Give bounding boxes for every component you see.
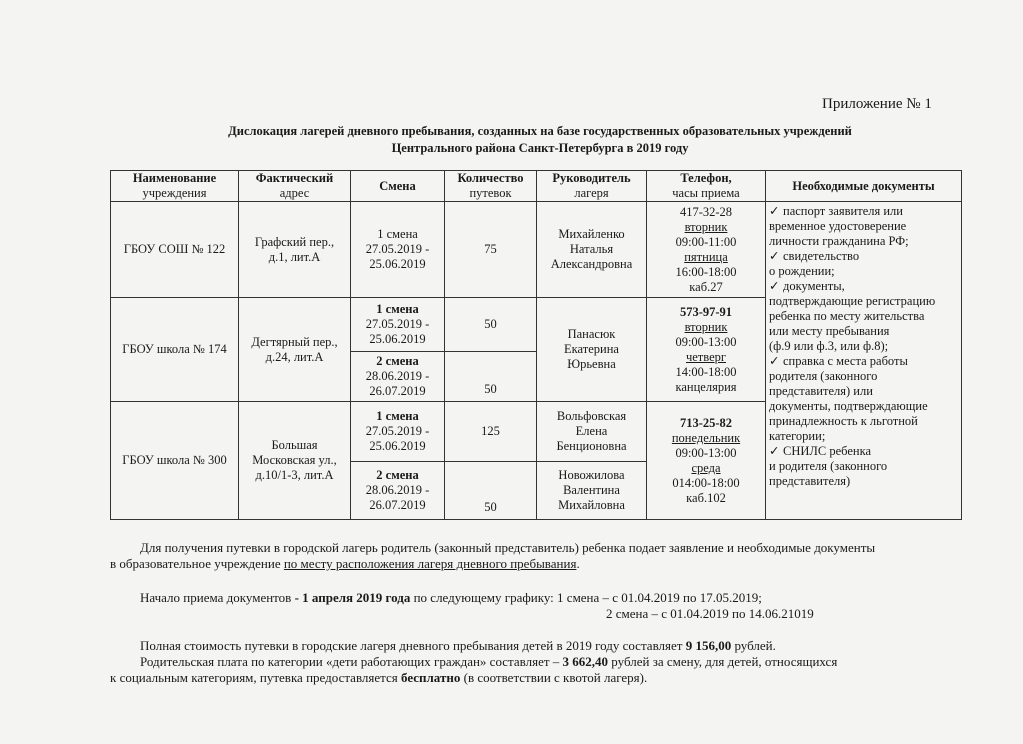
check-icon: ✓ [769,249,780,263]
cell-shift: 1 смена 27.05.2019 - 25.06.2019 [351,402,445,462]
header-phone: Телефон, часы приема [647,171,766,202]
cell-phone: 417-32-28 вторник 09:00-11:00 пятница 16:00-18:00 каб.27 [647,202,766,298]
header-count: Количество путевок [445,171,537,202]
cell-head: Новожилова Валентина Михайловна [537,462,647,520]
cell-head: Михайленко Наталья Александровна [537,202,647,298]
header-docs: Необходимые документы [766,171,962,202]
check-icon: ✓ [769,444,780,458]
document-title [110,123,970,157]
cell-shift: 2 смена 28.06.2019 - 26.07.2019 [351,462,445,520]
cell-count: 75 [445,202,537,298]
cell-phone: 573-97-91 вторник 09:00-13:00 четверг 14:00-18:00 канцелярия [647,298,766,402]
cell-docs: ✓ паспорт заявителя или временное удостоверение личности гражданина РФ; ✓ свидетельство о рождении; ✓ документы, подтверждающие регистрацию ребенка по месту жительства или месту пребывания (ф.9 или ф.3, или ф.8); ✓ справка с места работы родителя (законного представителя) или документы, подтверждающие принадлежность к льготной категории; ✓ СНИЛС ребенка и родителя (законного представителя) [766,202,962,520]
paragraph-cost: Полная стоимость путевки в городские лагеря дневного пребывания детей в 2019 году составляет 9 156,00 рублей. Родительская плата по категории «дети работающих граждан» составляет – 3 662,40 рублей за смену, для детей, относящихся к социальным категориям, путевка предоставляется бесплатно (в соответствии с квотой лагеря). [110,638,838,685]
cell-shift: 1 смена 27.05.2019 - 25.06.2019 [351,298,445,352]
cell-count: 50 [445,298,537,352]
cell-head: Вольфовская Елена Бенционовна [537,402,647,462]
cell-name: ГБОУ СОШ № 122 [111,202,239,298]
title-line-2: Центрального района Санкт-Петербурга в 2019 году [391,141,689,155]
cell-name: ГБОУ школа № 174 [111,298,239,402]
cell-head: Панасюк Екатерина Юрьевна [537,298,647,402]
check-icon: ✓ [769,204,780,218]
table-row [111,202,962,298]
title-line-1: Дислокация лагерей дневного пребывания, созданных на базе государственных образовательных учреждений [228,124,852,138]
check-icon: ✓ [769,354,780,368]
cell-address: Большая Московская ул., д.10/1-3, лит.А [239,402,351,520]
cell-address: Дегтярный пер., д.24, лит.А [239,298,351,402]
cell-count: 125 [445,402,537,462]
header-head: Руководитель лагеря [537,171,647,202]
header-name: Наименование учреждения [111,171,239,202]
cell-address: Графский пер., д.1, лит.А [239,202,351,298]
paragraph-schedule: Начало приема документов - 1 апреля 2019 года по следующему графику: 1 смена – с 01.04.2019 по 17.05.2019; 2 смена – с 01.04.2019 по 14.06.21019 [140,590,814,621]
camps-table [110,170,962,520]
paragraph-application: Для получения путевки в городской лагерь родитель (законный представитель) ребенка подает заявление и необходимые документы в образовательное учреждение по месту расположения лагеря дневного пребывания. [110,540,876,571]
cell-count: 50 [445,462,537,520]
cell-name: ГБОУ школа № 300 [111,402,239,520]
cell-shift: 1 смена 27.05.2019 - 25.06.2019 [351,202,445,298]
check-icon: ✓ [769,279,780,293]
header-shift: Смена [351,171,445,202]
appendix-label: Приложение № 1 [822,96,932,112]
table-header-row [111,171,962,202]
header-address: Фактический адрес [239,171,351,202]
cell-phone: 713-25-82 понедельник 09:00-13:00 среда 014:00-18:00 каб.102 [647,402,766,520]
cell-count: 50 [445,352,537,402]
cell-shift: 2 смена 28.06.2019 - 26.07.2019 [351,352,445,402]
